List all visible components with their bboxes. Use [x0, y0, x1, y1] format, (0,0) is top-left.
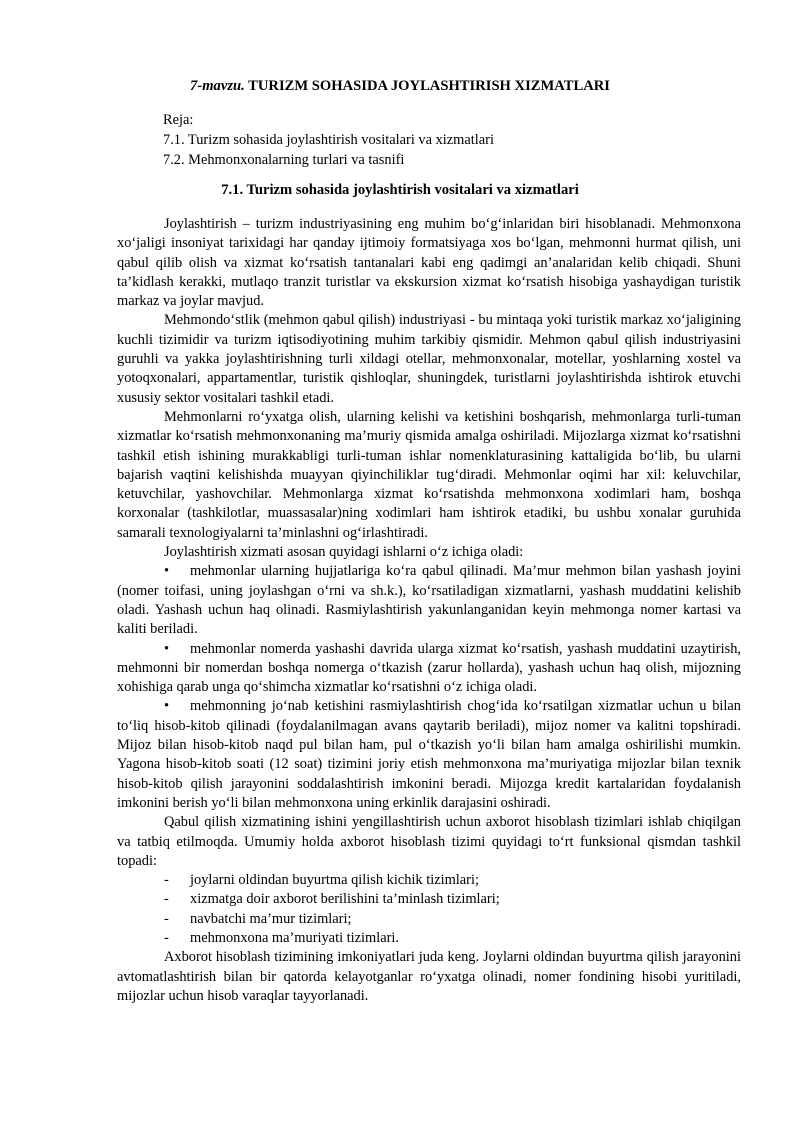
dash-marker: -	[164, 872, 169, 889]
bullet-marker: •	[164, 640, 170, 657]
dash-item-3	[117, 910, 741, 929]
dash-item-2	[117, 890, 741, 909]
paragraph-2: Mehmondo‘stlik (mehmon qabul qilish) industriyasi - bu mintaqa yoki turistik markaz xo‘jaligining kuchli tizimidir va turizm iqtisodiyotining muhim tarkibiy qismidir. Mehmon qabul qilish industriyasini guruhli va yakka joylashtirishning turli xildagi otellar, mehmonxonalar, motellar, yoshlarning xostel va yotoqxonalari, appartamentlar, turistik qishloqlar, shuningdek, turistlarni joylashtirishda ishtirok etuvchi xususiy sektor vositalari tashkil etadi.	[117, 312, 741, 406]
dash-item-4	[117, 929, 741, 948]
paragraph-5: Qabul qilish xizmatining ishini yengillashtirish uchun axborot hisoblash tizimlari ishlab chiqilgan va tatbiq etilmoqda. Umumiy holda axborot hisoblash tizimi quyidagi to‘rt funksional qismdan tashkil topadi:	[117, 814, 741, 869]
bullet-item-3	[117, 697, 741, 813]
paragraph-1: Joylashtirish – turizm industriyasining eng muhim bo‘g‘inlaridan biri hisoblanadi. Mehmonxona xo‘jaligi insoniyat tarixidagi har qanday ijtimoiy formatsiyaga xos bo‘lgan, mehmonni hurmat qilish, uni qabul qilib olish va xizmat ko‘rsatish tantanalari kabi eng qadimgi an’analaridan kelib chiqadi. Shuni ta’kidlash kerakki, mutlaqo tranzit turistlar va ekskursion xizmat ko‘rsatish hisobiga yashaydigan turistik markaz va joylar mavjud.	[117, 216, 741, 310]
dash-marker: -	[164, 929, 169, 946]
plan-block	[163, 110, 494, 170]
page-title	[0, 76, 800, 96]
plan-item-2: 7.2. Mehmonxonalarning turlari va tasnifi	[163, 152, 405, 168]
paragraph-4: Joylashtirish xizmati asosan quyidagi ishlarni o‘z ichiga oladi:	[164, 544, 524, 561]
bullet-marker: •	[164, 563, 170, 580]
dash-text: xizmatga doir axborot berilishini ta’minlash tizimlari;	[190, 891, 500, 908]
paragraph-3: Mehmonlarni ro‘yxatga olish, ularning kelishi va ketishini boshqarish, mehmonlarga turli-tuman xizmatlar ko‘rsatish mehmonxonaning ma’muriy qismida amalga oshiriladi. Mijozlarga xizmat ko‘rsatishni tashkil etish ishining murakkabligi turli-tuman ishlar nomenklaturasining kattaligida bo‘lib, bu ularni bajarish vaqtini kelishishda muayyan qiyinchiliklar tug‘diradi. Mehmonlar oqimi har xil: keluvchilar, ketuvchilar, yashovchilar. Mehmonlarga xizmat ko‘rsatishda mehmonxona xodimlari ham, boshqa korxonalar (tashkilotlar, muassasalar)ning xodimlari ham ishtirok etadiki, bu ushbu xonalar guruhida samarali texnologiyalarni ta’minlashni og‘irlashtiradi.	[117, 408, 741, 541]
dash-text: navbatchi ma’mur tizimlari;	[190, 910, 352, 927]
dash-marker: -	[164, 910, 169, 927]
bullet-marker: •	[164, 698, 170, 715]
dash-text: joylarni oldindan buyurtma qilish kichik tizimlari;	[190, 872, 479, 889]
plan-label: Reja:	[163, 112, 194, 128]
dash-item-1	[117, 871, 741, 890]
bullet-text: mehmonlar nomerda yashashi davrida ularga xizmat ko‘rsatish, yashash muddatini uzaytirish, mehmonni bir nomerdan boshqa nomerga o‘tkazish (zarur hollarda), yashash uchun haq olish, mijozning xohishiga qarab unga qo‘shimcha xizmatlar ko‘rsatishni o‘z ichiga oladi.	[117, 640, 741, 696]
topic-number: 7-mavzu.	[190, 78, 245, 94]
topic-title: TURIZM SOHASIDA JOYLASHTIRISH XIZMATLARI	[248, 78, 610, 94]
paragraph-6: Axborot hisoblash tizimining imkoniyatlari juda keng. Joylarni oldindan buyurtma qilish jarayonini avtomatlashtirish bilan bir qatorda kelayotganlar ro‘yxatga olinadi, nomer fondining hisobi yuritiladi, mijozlar uchun hisob varaqlar tayyorlanadi.	[117, 949, 741, 1004]
dash-text: mehmonxona ma’muriyati tizimlari.	[190, 929, 400, 946]
plan-item-1: 7.1. Turizm sohasida joylashtirish vositalari va xizmatlari	[163, 132, 494, 148]
dash-marker: -	[164, 891, 169, 908]
bullet-item-1	[117, 562, 741, 639]
body-text	[117, 215, 741, 1006]
bullet-item-2	[117, 640, 741, 698]
bullet-text: mehmonlar ularning hujjatlariga ko‘ra qabul qilinadi. Ma’mur mehmon bilan yashash joyini (nomer toifasi, uning joylashgan o‘rni va sh.k.), ko‘rsatiladigan xizmatlarni, yashash muddatini kelishib oladi. Yashash uchun haq olinadi. Rasmiylashtirish yakunlanganidan keyin mehmonga nomer kartasi va kaliti beriladi.	[117, 563, 741, 638]
bullet-text: mehmonning jo‘nab ketishini rasmiylashtirish chog‘ida ko‘rsatilgan xizmatlar uchun u bilan to‘liq hisob-kitob qilinadi (foydalanilmagan avans qaytarib beriladi), mijoz nomer va kalitni topshiradi. Mijoz bilan hisob-kitob naqd pul bilan ham, pul o‘tkazish yo‘li bilan ham amalga oshirilishi mumkin. Yagona hisob-kitob soati (12 soat) tizimini joriy etish mehmonxona ma’muriyatiga mijozlar bilan texnik hisob-kitob qilish jarayonini soddalashtirish imkonini beradi. Mijozga kredit kartalaridan foydalanish imkonini berish yo‘li bilan mehmonxona uning erkinlik darajasini oshiradi.	[117, 698, 741, 811]
section-heading: 7.1. Turizm sohasida joylashtirish vositalari va xizmatlari	[221, 182, 579, 198]
